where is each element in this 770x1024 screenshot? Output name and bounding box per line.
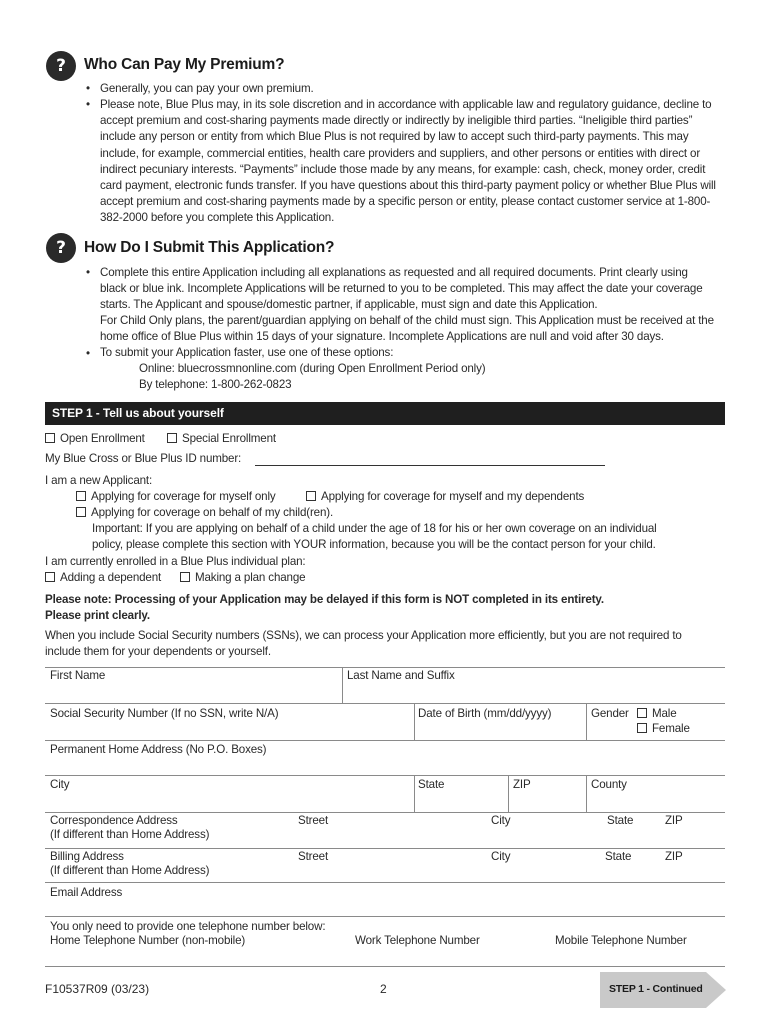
section-title-who-can-pay: Who Can Pay My Premium? [84,56,285,73]
option-children[interactable] [76,506,333,519]
form-code: F10537R09 (03/23) [45,982,150,996]
divider [508,775,509,812]
id-number-field[interactable] [255,465,605,466]
gender-female-option[interactable] [637,722,690,737]
divider [45,882,725,883]
ssn-note-line1: When you include Social Security numbers (SSNs), we can process your Application more efficiently, but you are not required to [45,629,682,642]
checkbox[interactable] [45,433,55,443]
divider [45,703,725,704]
special-enrollment-label: Special Enrollment [182,432,276,445]
billing-address-label: Billing Address [50,850,124,863]
county-field[interactable]: County [591,778,627,791]
checkbox[interactable] [76,491,86,501]
special-enrollment-option[interactable] [167,432,276,445]
section-title-how-submit: How Do I Submit This Application? [84,239,335,256]
id-number-label: My Blue Cross or Blue Plus ID number: [45,452,242,465]
correspondence-city-field[interactable]: City [491,814,511,827]
divider [45,740,725,741]
processing-note: Please note: Processing of your Application may be delayed if this form is NOT completed in its entirety. [45,593,604,606]
email-field[interactable]: Email Address [50,886,123,899]
gender-male-option[interactable] [637,707,677,722]
step1-continued-marker [600,972,726,1008]
female-label: Female [652,722,690,735]
continued-label: STEP 1 - Continued [609,983,703,995]
option-plan-change[interactable] [180,571,305,584]
question-icon: ? [46,51,76,81]
divider [414,703,415,740]
ssn-note-line2: include them for your dependents or yourself. [45,645,271,658]
page-number: 2 [380,982,387,996]
bullet-icon: • [86,266,91,279]
bullet-text: Please note, Blue Plus may, in its sole discretion and in accordance with applicable law and regulatory guidance, decline to accept premium and cost-sharing payments made directly or indirectly by ineligible third parties. “Ineligible third parties” include any person or entity from which Blue Plus is not required by law to accept such third-party payments. This may include, for example, commercial entities, health care providers and suppliers, and other persons or entities with direct or indirect pecuniary interests. “Payments” include those made by any means, for example: cash, check, money order, credit card payment, electronic funds transfer. If you have questions about this third-party payment policy or whether Blue Plus will accept premium and cost-sharing payments made by a specific person or entity, please contact customer service at 1-800-382-2000 before you complete this Application. [100,98,716,225]
important-note-line1: Important: If you are applying on behalf of a child under the age of 18 for his or her own coverage on an individual [92,522,657,535]
correspondence-street-field[interactable]: Street [298,814,329,827]
option-myself-dependents[interactable] [306,490,584,503]
divider [45,916,725,917]
billing-street-field[interactable]: Street [298,850,329,863]
divider [586,703,587,740]
divider [45,966,725,967]
option-myself-dependents-label: Applying for coverage for myself and my dependents [321,490,585,503]
bullet-text: Generally, you can pay your own premium. [100,82,314,95]
divider [586,775,587,812]
last-name-field[interactable]: Last Name and Suffix [347,669,455,682]
checkbox[interactable] [167,433,177,443]
gender-label: Gender [591,707,629,720]
phone-note: You only need to provide one telephone number below: [50,920,326,933]
billing-city-field[interactable]: City [491,850,511,863]
divider [45,812,725,813]
plan-change-label: Making a plan change [195,571,306,584]
divider [414,775,415,812]
bullet-text: Complete this entire Application including all explanations as requested and all required documents. Print clearly using black or blue ink. Incomplete Applications will be returned to you to be completed. This may affect the date your coverage starts. The Applicant and spouse/domestic partner, if applicable, must sign and date this Application. [100,266,703,312]
important-note-line2: policy, please complete this section with YOUR information, because you will be the contact person for your child. [92,538,656,551]
bullet-icon: • [86,347,91,360]
step1-header: STEP 1 - Tell us about yourself [45,402,725,425]
option-children-label: Applying for coverage on behalf of my child(ren). [91,506,334,519]
divider [45,775,725,776]
divider [45,848,725,849]
option-myself-only-label: Applying for coverage for myself only [91,490,276,503]
home-phone-field[interactable]: Home Telephone Number (non-mobile) [50,934,246,947]
option-myself-only[interactable] [76,490,276,503]
mobile-phone-field[interactable]: Mobile Telephone Number [555,934,687,947]
question-icon: ? [46,233,76,263]
correspondence-zip-field[interactable]: ZIP [665,814,683,827]
bullet-text-continued: For Child Only plans, the parent/guardian applying on behalf of the child must sign. This Application must be received at the home office of Blue Plus within 15 days of your signature. Incomplete Applications are null and void after 30 days. [100,314,714,344]
correspondence-address-sublabel: (If different than Home Address) [50,828,210,841]
first-name-field[interactable]: First Name [50,669,106,682]
adding-dependent-label: Adding a dependent [60,571,162,584]
male-label: Male [652,707,677,720]
billing-address-sublabel: (If different than Home Address) [50,864,210,877]
billing-zip-field[interactable]: ZIP [665,850,683,863]
checkbox[interactable] [637,708,647,718]
billing-state-field[interactable]: State [605,850,632,863]
bullet-icon: • [86,82,91,95]
checkbox[interactable] [45,572,55,582]
ssn-field[interactable]: Social Security Number (If no SSN, write N/A) [50,707,279,720]
checkbox[interactable] [306,491,316,501]
divider [342,667,343,703]
online-option: Online: bluecrossmnonline.com (during Open Enrollment Period only) [139,362,486,375]
print-clearly-note: Please print clearly. [45,609,150,622]
dob-field[interactable]: Date of Birth (mm/dd/yyyy) [418,707,552,720]
state-field[interactable]: State [418,778,445,791]
work-phone-field[interactable]: Work Telephone Number [355,934,480,947]
correspondence-state-field[interactable]: State [607,814,634,827]
bullet-text: To submit your Application faster, use one of these options: [100,346,394,359]
open-enrollment-option[interactable] [45,432,145,445]
correspondence-address-label: Correspondence Address [50,814,178,827]
phone-option: By telephone: 1-800-262-0823 [139,378,292,391]
option-adding-dependent[interactable] [45,571,161,584]
divider [45,667,725,668]
new-applicant-label: I am a new Applicant: [45,474,153,487]
city-field[interactable]: City [50,778,70,791]
currently-enrolled-label: I am currently enrolled in a Blue Plus individual plan: [45,555,306,568]
bullet-icon: • [86,98,91,111]
checkbox[interactable] [180,572,190,582]
open-enrollment-label: Open Enrollment [60,432,145,445]
zip-field[interactable]: ZIP [513,778,531,791]
checkbox[interactable] [637,723,647,733]
checkbox[interactable] [76,507,86,517]
home-address-field[interactable]: Permanent Home Address (No P.O. Boxes) [50,743,267,756]
